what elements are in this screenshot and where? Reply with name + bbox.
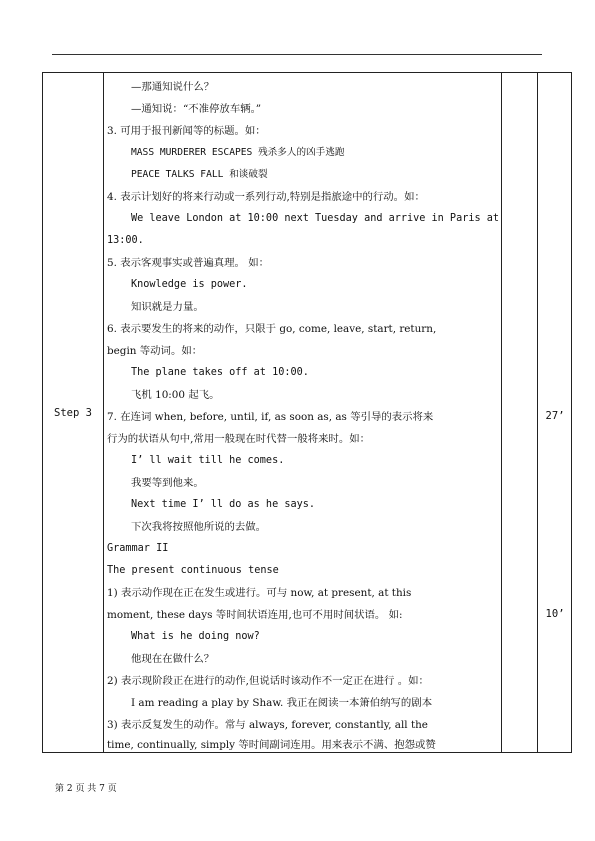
- text-line: What is he doing now?: [131, 631, 260, 642]
- text-line: 4. 表示计划好的将来行动或一系列行动,特别是指旅途中的行动。如：: [107, 191, 425, 203]
- text-line: Knowledge is power.: [131, 279, 248, 290]
- step-label: Step 3: [54, 406, 92, 419]
- text-line: I’ ll wait till he comes.: [131, 455, 285, 466]
- text-line: The plane takes off at 10:00.: [131, 367, 309, 378]
- text-line: 3. 可用于报刊新闻等的标题。如：: [107, 125, 266, 137]
- text-line: 他现在在做什么？: [131, 653, 215, 665]
- text-line: 2) 表示现阶段正在进行的动作,但说话时该动作不一定正在进行 。如：: [107, 675, 429, 687]
- column-divider: [501, 73, 502, 752]
- text-line: Next time I’ ll do as he says.: [131, 499, 316, 510]
- header-rule: [52, 54, 542, 55]
- text-line: MASS MURDERER ESCAPES 残杀多人的凶手逃跑: [131, 147, 345, 158]
- text-line: moment, these days 等时间状语连用,也可不用时间状语。 如:: [107, 609, 403, 621]
- text-line: 我要等到他来。: [131, 477, 204, 489]
- text-line: 行为的状语从句中,常用一般现在时代替一般将来时。如：: [107, 433, 371, 445]
- lesson-table: [42, 72, 572, 753]
- column-divider: [103, 73, 104, 752]
- text-line: 5. 表示客观事实或普遍真理。 如：: [107, 257, 269, 269]
- text-line: 3) 表示反复发生的动作。常与 always, forever, constantly, all the: [107, 719, 428, 731]
- text-line: Grammar II: [107, 543, 169, 554]
- text-line: 6. 表示要发生的将来的动作，只限于 go, come, leave, start, return,: [107, 323, 437, 335]
- page-footer: 第 2 页 共 7 页: [55, 784, 117, 794]
- text-line: —通知说：“不准停放车辆。”: [131, 103, 262, 115]
- time-allotment: 10’: [545, 608, 565, 620]
- text-line: PEACE TALKS FALL 和谈破裂: [131, 169, 268, 180]
- text-line: 下次我将按照他所说的去做。: [131, 521, 267, 533]
- time-allotment: 27’: [545, 410, 565, 422]
- text-line: I am reading a play by Shaw. 我正在阅读一本箫伯纳写的剧本: [131, 697, 433, 709]
- text-line: 7. 在连词 when, before, until, if, as soon as, as 等引导的表示将来: [107, 411, 434, 423]
- text-line: 13:00.: [107, 235, 144, 246]
- text-line: —那通知说什么？: [131, 81, 215, 93]
- text-line: 飞机 10:00 起飞。: [131, 389, 220, 401]
- text-line: 1) 表示动作现在正在发生或进行。可与 now, at present, at this: [107, 587, 412, 599]
- text-line: begin 等动词。如：: [107, 345, 203, 357]
- text-line: The present continuous tense: [107, 565, 279, 576]
- text-line: We leave London at 10:00 next Tuesday and arrive in Paris at: [131, 213, 500, 224]
- text-line: time, continually, simply 等时间副词连用。用来表示不满、抱怨或赞: [107, 739, 436, 751]
- text-line: 知识就是力量。: [131, 301, 204, 313]
